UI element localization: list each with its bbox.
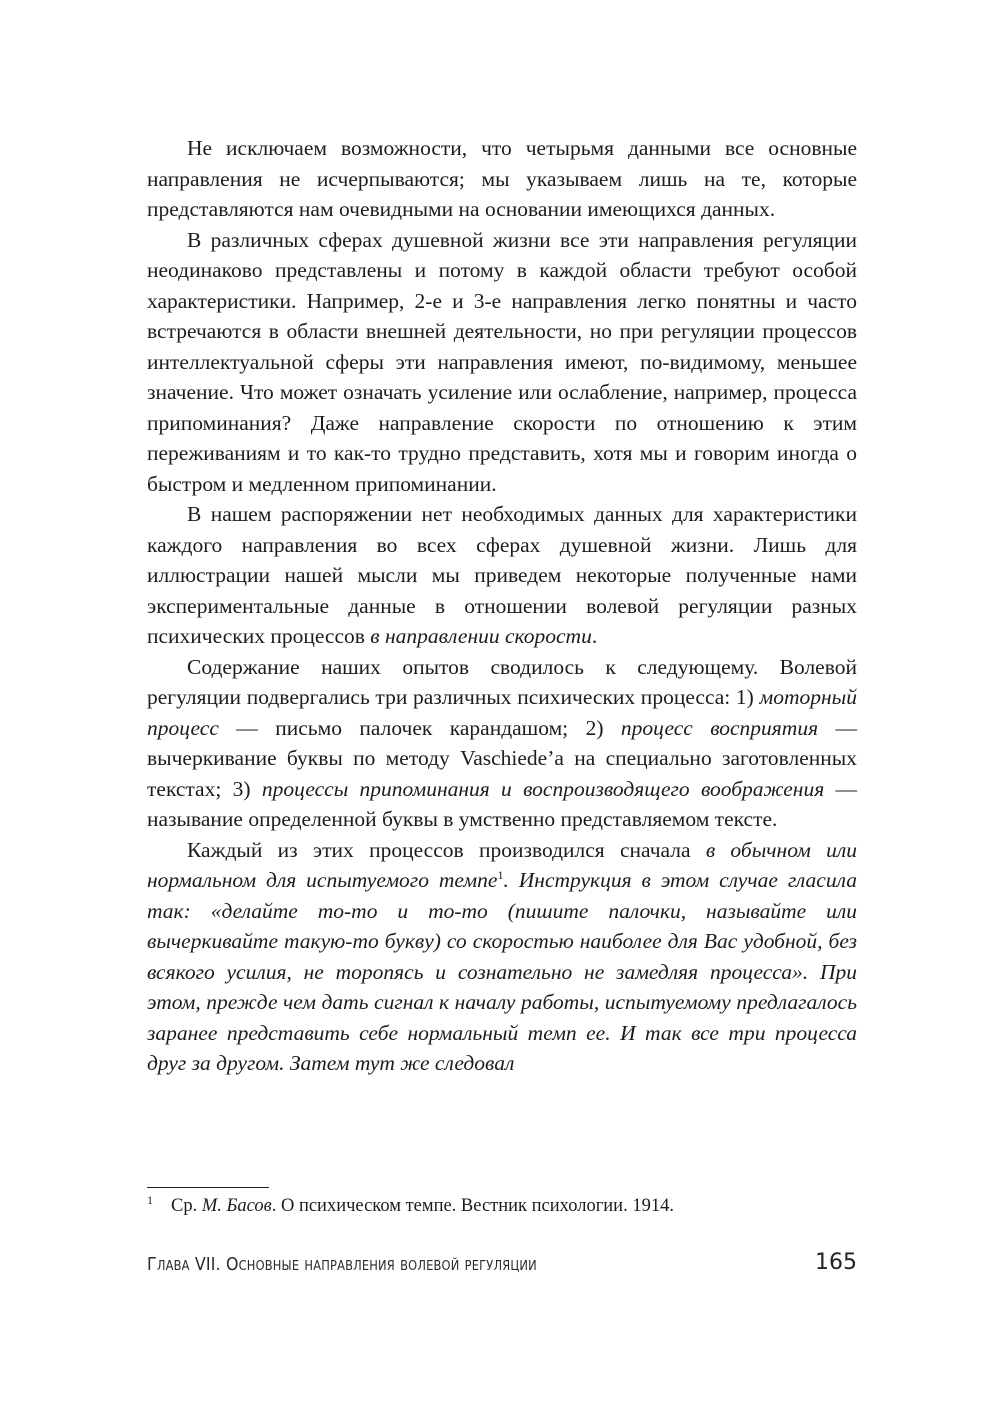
paragraph-2: В различных сферах душевной жизни все эти направления регуляции неодинаково представлены и потому в каждой области требуют особой характеристики. Например, 2-е и 3-е направления легко понятны и часто встречаются в области внешней деятельности, но при регуляции процессов интеллектуальной сферы эти направления имеют, по-видимому, меньшее значение. Что может означать усиление или ослабление, например, процесса припоминания? Даже направление скорости по отношению к этим переживаниям и то как-то трудно представить, хотя мы и говорим иногда о быстром и медленном припоминании. xyxy=(147,227,857,496)
paragraph-5-text-a: Каждый из этих процессов производился сначала xyxy=(187,837,706,862)
footnote-text: . О психическом темпе. Вестник психологии. 1914. xyxy=(271,1196,674,1216)
footnote-divider xyxy=(147,1187,269,1188)
paragraph-5-italic-a: в обычном или нормальном для испытуемого темпе xyxy=(147,837,858,892)
footnote-prefix: Ср. xyxy=(171,1196,202,1216)
paragraph-4-text-a: Содержание наших опытов сводилось к следующему. Волевой регуляции подвергались три различных психических процесса: 1) xyxy=(147,654,857,709)
paragraph-4 xyxy=(147,652,857,835)
running-head: Глава VII. Основные направления волевой регуляции xyxy=(147,1254,537,1275)
footnote: 1 Ср. М. Басов. О психическом темпе. Вестник психологии. 1914. xyxy=(147,1192,674,1216)
paragraph-3 xyxy=(147,499,857,652)
paragraph-1: Не исключаем возможности, что четырьмя данными все основные направления не исчерпываются; мы указываем лишь на те, которые представляются нам очевидными на основании имеющихся данных. xyxy=(147,136,857,221)
paragraph-3-italic: в направлении скорости xyxy=(370,624,592,648)
paragraph-4-italic-recall: процессы припоминания и воспроизводящего воображения xyxy=(261,776,825,801)
footnote-reference[interactable]: 1 xyxy=(497,867,504,882)
paragraph-4-text-c: — письмо палочек карандашом; 2) xyxy=(218,715,621,740)
paragraph-4-text-g: — называние определенной буквы в умственно представляемом тексте. xyxy=(147,776,857,831)
paragraph-4-italic-perception: процесс восприятия xyxy=(620,715,819,740)
footnote-author: М. Басов xyxy=(201,1196,272,1216)
paragraph-5 xyxy=(147,835,857,1079)
paragraph-4-italic-motor: моторный процесс xyxy=(147,685,857,740)
paragraph-3-end: . xyxy=(591,624,598,648)
paragraph-3-text: В нашем распоряжении нет необходимых данных для характеристики каждого направления во всех сферах душевной жизни. Лишь для иллюстрации нашей мысли мы приведем некоторые полученные нами экспериментальные данные в отношении волевой регуляции разных психических процессов xyxy=(147,502,857,648)
body-text xyxy=(147,133,857,1079)
page-number: 165 xyxy=(815,1250,857,1275)
paragraph-4-text-e: — вычеркивание буквы по методу Vaschiede’a на специально заготовленных текстах; 3) xyxy=(147,715,857,801)
paragraph-5-italic-b: . Инструкция в этом случае гласила так: «делайте то-то и то-то (пишите палочки, называйте или вычеркивайте такую-то букву) со скоростью наиболее для Вас удобной, без всякого усилия, не торопясь и сознательно не замедляя процесса». При этом, прежде чем дать сигнал к началу работы, испытуемому предлагалось заранее представить себе нормальный темп ее. И так все три процесса друг за другом. Затем тут же следовал xyxy=(147,868,857,1075)
